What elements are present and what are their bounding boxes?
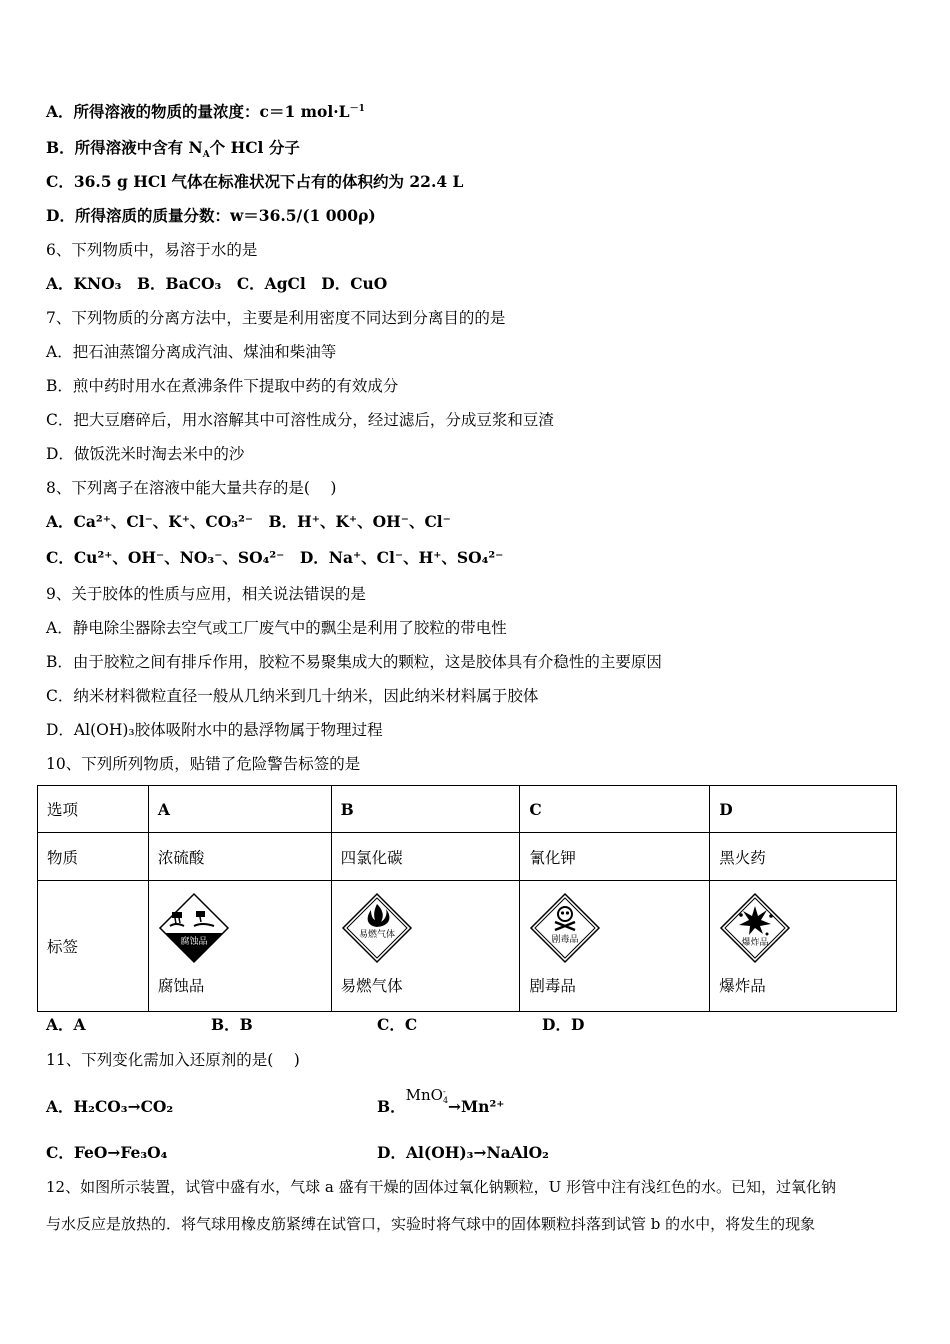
q10-answer-c: C．C: [377, 1015, 418, 1034]
row-header-substance: 物质: [38, 833, 149, 881]
table-row-substances: [38, 833, 897, 881]
q9-option-c: C．纳米材料微粒直径一般从几纳米到几十纳米，因此纳米材料属于胶体: [46, 687, 539, 705]
q5-option-d: D．所得溶质的质量分数：w＝36.5/(1 000ρ): [46, 206, 376, 225]
svg-text:爆炸品: 爆炸品: [741, 938, 769, 948]
flammable-gas-sign-icon: [341, 892, 413, 964]
substance-b-cell: 四氯化碳: [331, 833, 520, 881]
q7-option-a: A．把石油蒸馏分离成汽油、煤油和柴油等: [46, 343, 337, 361]
q11-option-a: A．H₂CO₃→CO₂: [46, 1097, 174, 1116]
label-d-cell: [710, 881, 897, 1012]
q9-option-a: A．静电除尘器除去空气或工厂废气中的飘尘是利用了胶粒的带电性: [46, 619, 507, 637]
substance-a-cell: 浓硫酸: [148, 833, 331, 881]
q10-answer-a: A．A: [46, 1015, 86, 1034]
q8-stem: 8、下列离子在溶液中能大量共存的是( ): [46, 479, 337, 497]
q6-stem: 6、下列物质中，易溶于水的是: [46, 241, 258, 259]
q8-options-line2: C．Cu²⁺、OH⁻、NO₃⁻、SO₄²⁻ D．Na⁺、Cl⁻、H⁺、SO₄²⁻: [46, 548, 504, 567]
q5-option-c: C．36.5 g HCl 气体在标准状况下占有的体积约为 22.4 L: [46, 172, 464, 191]
row-header-option: 选项: [38, 786, 149, 833]
option-a-cell: A: [148, 786, 331, 833]
option-b-cell: B: [331, 786, 520, 833]
q11-stem: 11、下列变化需加入还原剂的是( ): [46, 1051, 300, 1069]
q11-option-d: D．Al(OH)₃→NaAlO₂: [377, 1143, 549, 1162]
hazard-label-table: [37, 785, 897, 1012]
svg-text:腐蚀品: 腐蚀品: [180, 937, 208, 947]
q11-option-c: C．FeO→Fe₃O₄: [46, 1143, 168, 1162]
q9-stem: 9、关于胶体的性质与应用，相关说法错误的是: [46, 585, 366, 603]
q10-answer-b: B．B: [211, 1015, 253, 1034]
q7-option-c: C．把大豆磨碎后，用水溶解其中可溶性成分，经过滤后，分成豆浆和豆渣: [46, 411, 554, 429]
svg-text:易燃气体: 易燃气体: [358, 930, 395, 940]
label-c-caption: 剧毒品: [529, 977, 576, 995]
label-c-cell: [520, 881, 710, 1012]
q9-option-d: D．Al(OH)₃胶体吸附水中的悬浮物属于物理过程: [46, 721, 383, 739]
q12-text-line2: 与水反应是放热的．将气球用橡皮筋紧缚在试管口，实验时将气球中的固体颗粒抖落到试管 b 的水中，将发生的现象: [46, 1215, 816, 1233]
q7-stem: 7、下列物质的分离方法中，主要是利用密度不同达到分离目的的是: [46, 309, 506, 327]
label-b-cell: [331, 881, 520, 1012]
substance-d-cell: 黑火药: [710, 833, 897, 881]
q10-stem: 10、下列所列物质，贴错了危险警告标签的是: [46, 755, 361, 773]
poison-sign-icon: [529, 892, 601, 964]
table-row-options: [38, 786, 897, 833]
q8-options-line1: A．Ca²⁺、Cl⁻、K⁺、CO₃²⁻ B．H⁺、K⁺、OH⁻、Cl⁻: [46, 512, 451, 531]
row-header-label: 标签: [38, 881, 149, 1012]
q7-option-d: D．做饭洗米时淘去米中的沙: [46, 445, 245, 463]
q6-options: A．KNO₃ B．BaCO₃ C．AgCl D．CuO: [46, 274, 388, 293]
explosive-sign-icon: [719, 892, 791, 964]
substance-c-cell: 氰化钾: [520, 833, 710, 881]
q5-option-b: B．所得溶液中含有 $N_A$个 HCl 分子: [46, 138, 300, 161]
corrosive-sign-icon: [158, 892, 230, 964]
q12-text-line1: 12、如图所示装置，试管中盛有水，气球 a 盛有干燥的固体过氧化钠颗粒，U 形管中注有浅红色的水。已知，过氧化钠: [46, 1178, 836, 1196]
label-a-cell: [148, 881, 331, 1012]
permanganate-formula: MnO - 4: [405, 1086, 449, 1105]
q5-option-a: A．所得溶液的物质的量浓度：c＝1 $mol\cdot L^{-1}$: [46, 102, 365, 121]
label-a-caption: 腐蚀品: [157, 977, 205, 995]
q7-option-b: B．煎中药时用水在煮沸条件下提取中药的有效成分: [46, 377, 399, 395]
label-b-caption: 易燃气体: [340, 977, 403, 995]
option-c-cell: C: [520, 786, 710, 833]
q11-option-b: B．MnO - 4 →Mn²⁺: [377, 1086, 505, 1116]
table-row-labels: [38, 881, 897, 1012]
q9-option-b: B．由于胶粒之间有排斥作用，胶粒不易聚集成大的颗粒，这是胶体具有介稳性的主要原因: [46, 653, 662, 671]
option-d-cell: D: [710, 786, 897, 833]
q10-answer-d: D．D: [542, 1015, 585, 1034]
svg-text:剧毒品: 剧毒品: [551, 935, 579, 945]
label-d-caption: 爆炸品: [719, 977, 766, 995]
